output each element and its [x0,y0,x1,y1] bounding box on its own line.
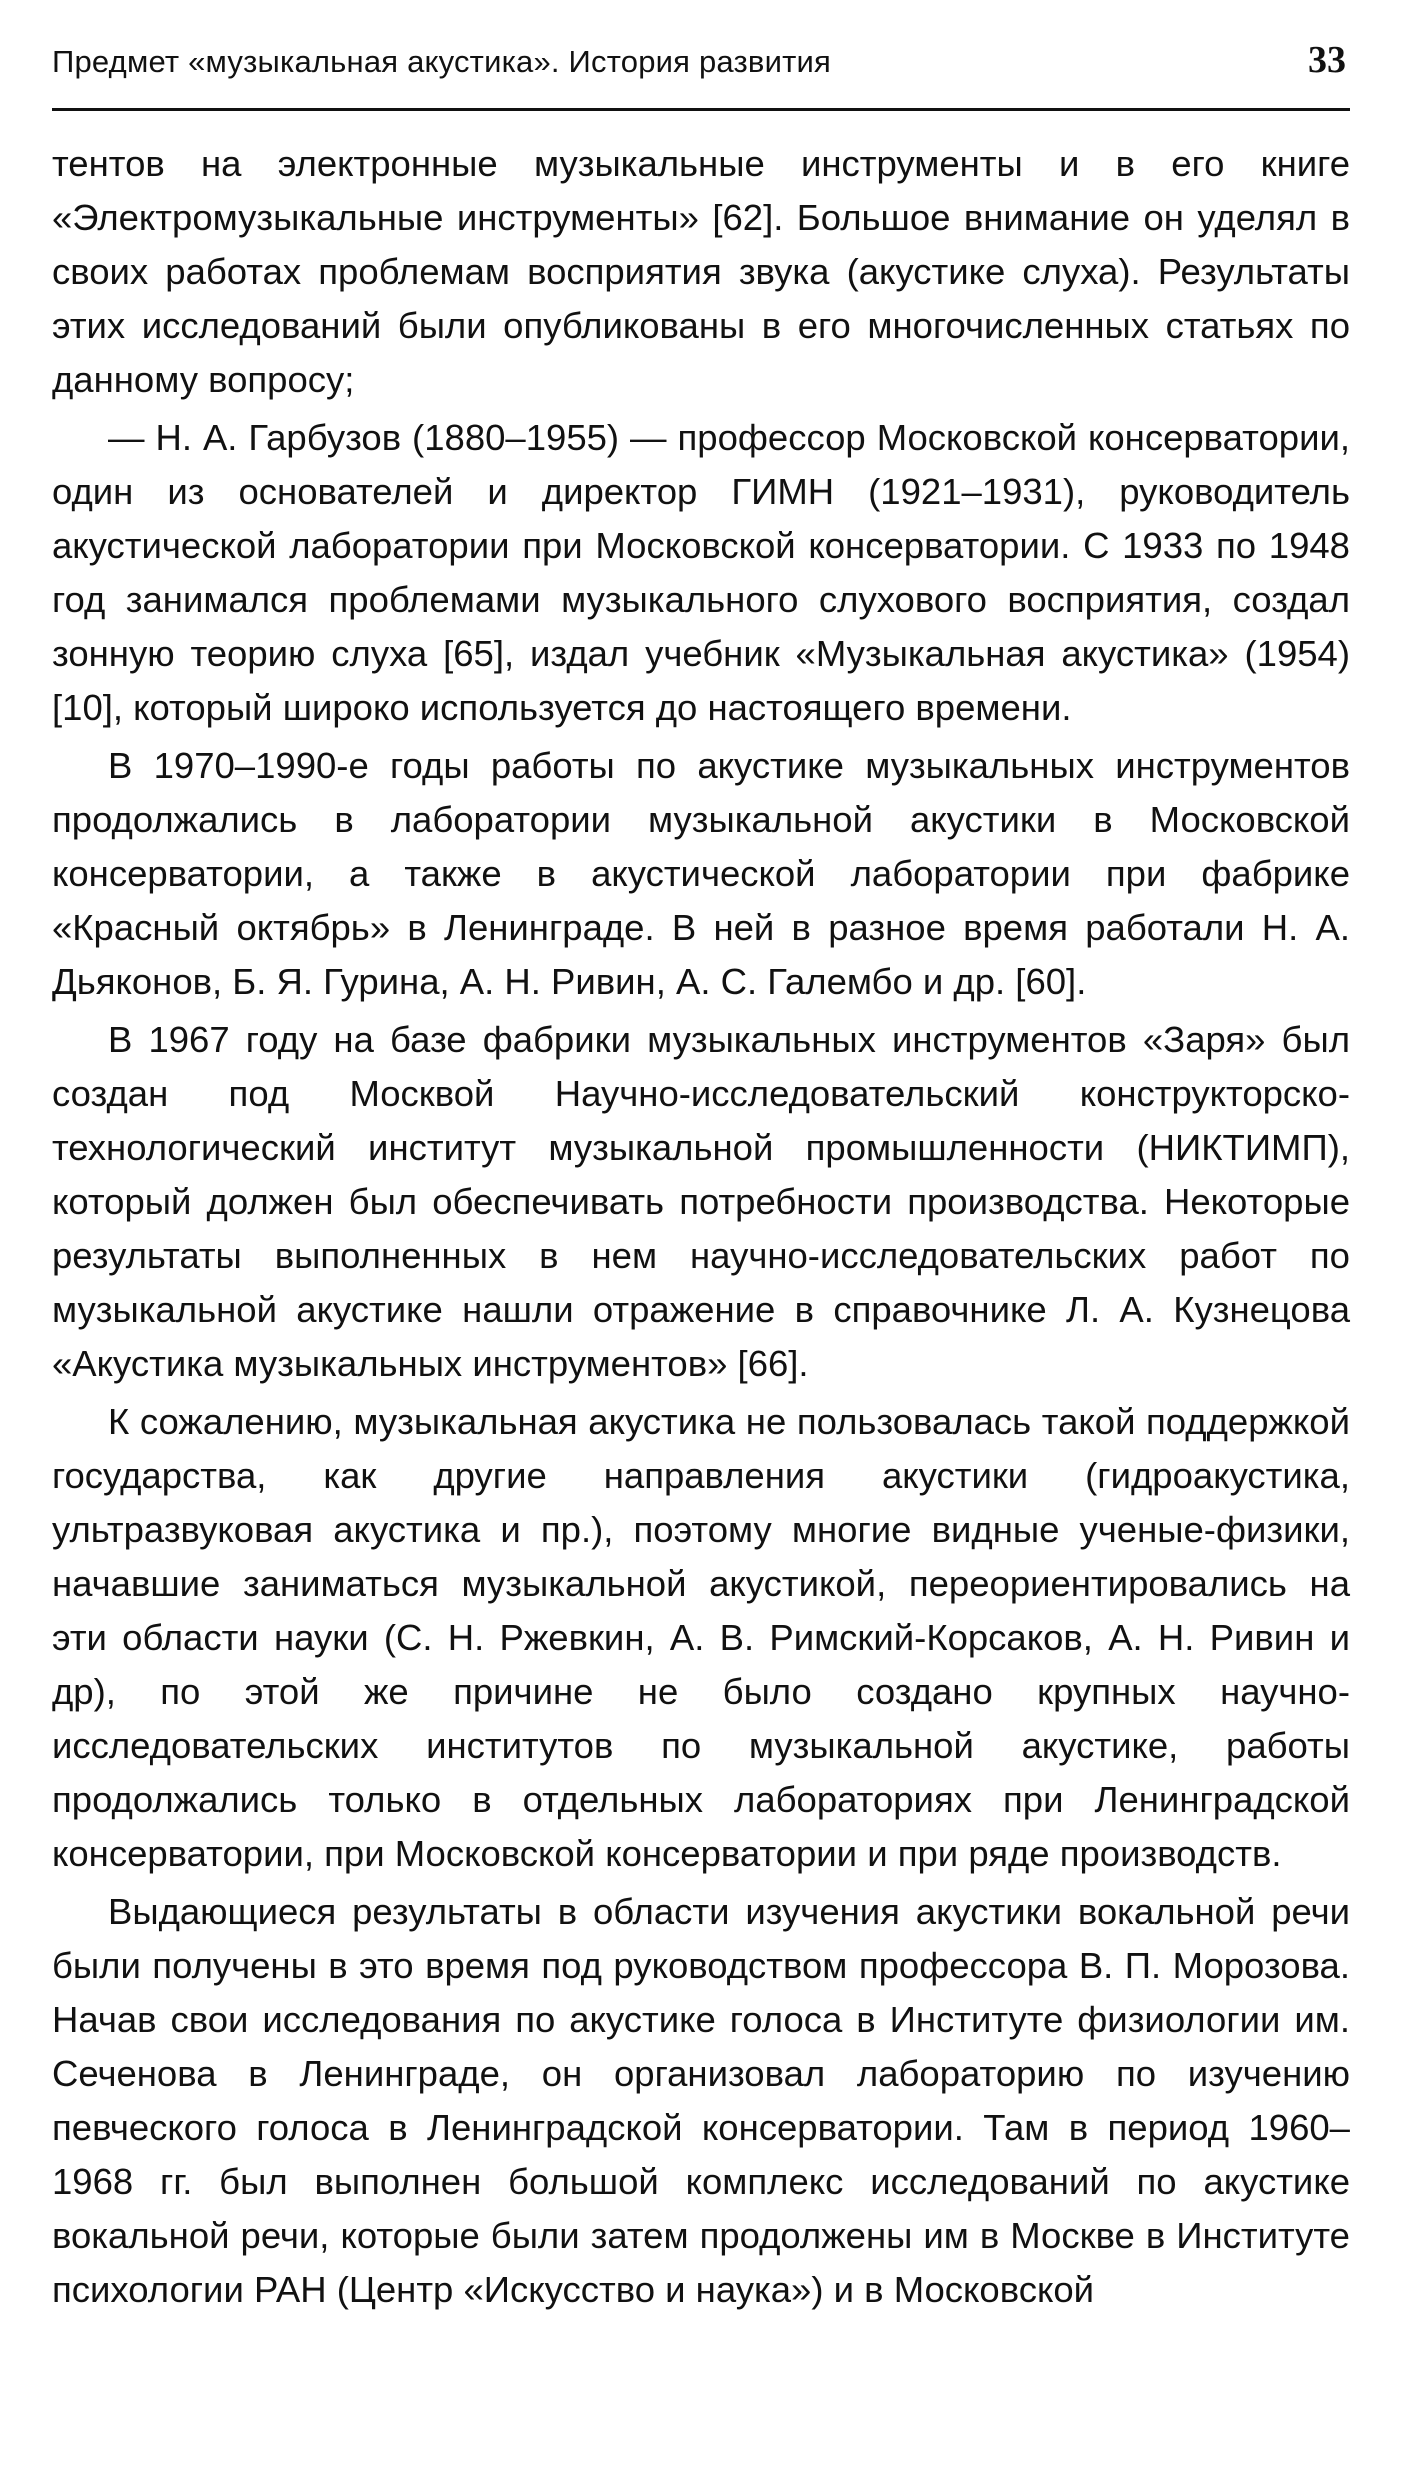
body-text [52,137,1350,2317]
paragraph-continued: тентов на электронные музыкальные инструменты и в его книге «Электромузыкальные инструменты» [62]. Большое внимание он уделял в своих работах проблемам восприятия звука (акустике слуха). Результаты этих исследований были опубликованы в его многочисленных статьях по данному вопросу; [52,143,1350,400]
paragraph-1970-1990: В 1970–1990-е годы работы по акустике музыкальных инструментов продолжались в лаборатории музыкальной акустики в Московской консерватории, а также в акустической лаборатории при фабрике «Красный октябрь» в Ленинграде. В ней в разное время работали Н. А. Дьяконов, Б. Я. Гурина, А. Н. Ривин, А. С. Галембо и др. [60]. [52,745,1350,1002]
page-number: 33 [1308,39,1346,81]
running-head [52,38,1350,94]
paragraph-garbuzov: — Н. А. Гарбузов (1880–1955) — профессор Московской консерватории, один из основателей и директор ГИМН (1921–1931), руководитель акустической лаборатории при Московской консерватории. С 1933 по 1948 год занимался проблемами музыкального слухового восприятия, создал зонную теорию слуха [65], издал учебник «Музыкальная акустика» (1954) [10], который широко используется до настоящего времени. [52,417,1350,728]
running-title: Предмет «музыкальная акустика». История развития [52,44,832,79]
book-page [52,38,1350,2321]
paragraph-niktimp: В 1967 году на базе фабрики музыкальных инструментов «Заря» был создан под Москвой Научно-исследовательский конструкторско-технологический институт музыкальной промышленности (НИКТИМП), который должен был обеспечивать потребности производства. Некоторые результаты выполненных в нем научно-исследовательских работ по музыкальной акустике нашли отражение в справочнике Л. А. Кузнецова «Акустика музыкальных инструментов» [66]. [52,1019,1350,1384]
header-rule [52,108,1350,111]
paragraph-state-support: К сожалению, музыкальная акустика не пользовалась такой поддержкой государства, как другие направления акустики (гидроакустика, ультразвуковая акустика и пр.), поэтому многие видные ученые-физики, начавшие заниматься музыкальной акустикой, переориентировались на эти области науки (С. Н. Ржевкин, А. В. Римский-Корсаков, А. Н. Ривин и др), по этой же причине не было создано крупных научно-исследовательских институтов по музыкальной акустике, работы продолжались только в отдельных лабораториях при Ленинградской консерватории, при Московской консерватории и при ряде производств. [52,1401,1350,1874]
paragraph-vocal-acoustics: Выдающиеся результаты в области изучения акустики вокальной речи были получены в это время под руководством профессора В. П. Морозова. Начав свои исследования по акустике голоса в Институте физиологии им. Сеченова в Ленинграде, он организовал лабораторию по изучению певческого голоса в Ленинградской консерватории. Там в период 1960–1968 гг. был выполнен большой комплекс исследований по акустике вокальной речи, которые были затем продолжены им в Москве в Институте психологии РАН (Центр «Искусство и наука») и в Московской [52,1891,1350,2310]
